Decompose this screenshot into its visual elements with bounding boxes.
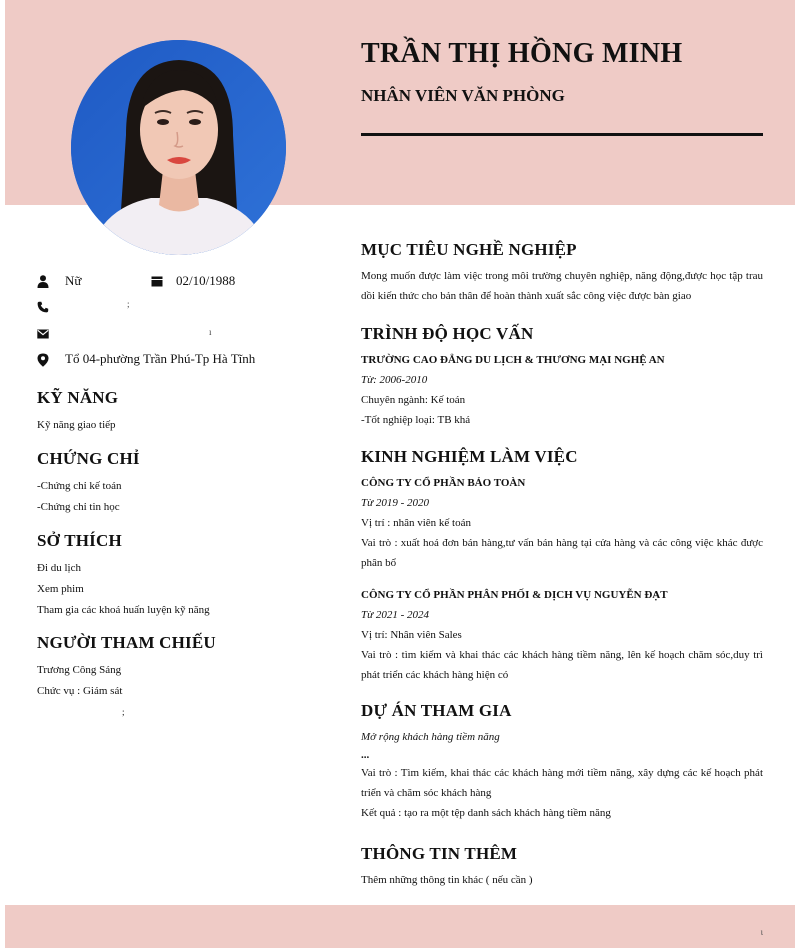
extra-info-heading: THÔNG TIN THÊM	[361, 844, 518, 863]
skills-heading: KỸ NĂNG	[37, 388, 119, 407]
extra-info-text: Thêm những thông tin khác ( nếu cần )	[361, 874, 533, 886]
contact-info	[37, 270, 327, 374]
extra-info-section	[361, 844, 763, 890]
hobbies-heading: SỞ THÍCH	[37, 531, 122, 550]
education-heading: TRÌNH ĐỘ HỌC VẤN	[361, 324, 534, 343]
project-ellipsis: ...	[361, 749, 370, 761]
candidate-name: TRẦN THỊ HỒNG MINH	[361, 38, 683, 69]
gender-value: Nữ	[65, 273, 82, 288]
projects-heading: DỰ ÁN THAM GIA	[361, 701, 512, 720]
cv-page	[5, 0, 795, 948]
certificates-section	[37, 449, 327, 518]
job-title: NHÂN VIÊN VĂN PHÒNG	[361, 86, 565, 105]
person-icon	[37, 275, 49, 288]
hobby-item: Đi du lịch	[37, 562, 81, 574]
company-name: CÔNG TY CỔ PHẦN PHÂN PHỐI & DỊCH VỤ NGUYỄN ĐẠT	[361, 589, 668, 601]
address-value: Tổ 04-phường Trần Phú-Tp Hà Tĩnh	[65, 351, 256, 366]
location-pin-icon	[37, 353, 49, 366]
reference-position: Chức vụ : Giám sát	[37, 685, 123, 697]
job-role: Vai trò : tìm kiếm và khai thác các khách hàng tiềm năng, lên kế hoạch chăm sóc,duy trì phát triển các khách hàng hiện có	[361, 649, 763, 681]
email-icon	[37, 327, 49, 340]
reference-name: Trương Công Sáng	[37, 664, 122, 676]
job-position: Vị trí : nhân viên kế toán	[361, 517, 471, 529]
skills-section	[37, 388, 327, 436]
job-entry	[361, 473, 763, 573]
job-entry	[361, 585, 763, 685]
certificate-item: -Chứng chỉ tin học	[37, 501, 120, 513]
projects-section	[361, 701, 763, 823]
experience-heading: KINH NGHIỆM LÀM VIỆC	[361, 447, 578, 466]
contact-row-address	[37, 348, 327, 374]
education-section	[361, 324, 763, 430]
education-period: Từ: 2006-2010	[361, 374, 428, 386]
project-role: Vai trò : Tìm kiếm, khai thác các khách hàng mới tiềm năng, xây dựng các kế hoạch phát triển và chăm sóc khách hàng	[361, 767, 763, 799]
page-number-mark: ι	[760, 927, 763, 937]
company-name: CÔNG TY CỔ PHẦN BẢO TOÀN	[361, 477, 526, 489]
job-role: Vai trò : xuất hoá đơn bán hàng,tư vấn bán hàng tại cửa hàng và các công việc khác được phân bổ	[361, 537, 763, 569]
certificates-heading: CHỨNG CHỈ	[37, 449, 140, 468]
contact-row-gender-birthdate	[37, 270, 327, 296]
school-name: TRƯỜNG CAO ĐẲNG DU LỊCH & THƯƠNG MẠI NGHỆ AN	[361, 354, 665, 366]
phone-redacted-mark: ;	[127, 299, 130, 309]
references-heading: NGƯỜI THAM CHIẾU	[37, 633, 216, 652]
job-position: Vị trí: Nhân viên Sales	[361, 629, 462, 641]
contact-row-email	[37, 322, 327, 348]
project-name: Mở rộng khách hàng tiềm năng	[361, 731, 500, 743]
email-redacted-mark: ı	[209, 327, 212, 337]
education-grade: -Tốt nghiệp loại: TB khá	[361, 414, 471, 426]
objective-section	[361, 240, 763, 306]
calendar-icon	[151, 275, 163, 287]
footer-band	[5, 905, 795, 948]
hobby-item: Xem phim	[37, 583, 84, 595]
contact-row-phone	[37, 296, 327, 322]
objective-heading: MỤC TIÊU NGHỀ NGHIỆP	[361, 240, 577, 259]
project-result: Kết quả : tạo ra một tệp danh sách khách hàng tiềm năng	[361, 807, 611, 819]
hobby-item: Tham gia các khoá huấn luyện kỹ năng	[37, 604, 210, 616]
profile-photo	[71, 40, 286, 255]
reference-redacted-mark: ;	[122, 707, 125, 717]
phone-icon	[37, 301, 49, 314]
job-period: Từ 2021 - 2024	[361, 609, 430, 621]
header-divider	[361, 133, 763, 136]
job-period: Từ 2019 - 2020	[361, 497, 430, 509]
experience-section	[361, 447, 763, 685]
objective-text: Mong muốn được làm việc trong môi trường chuyên nghiệp, năng động,được học tập trau dồi kiến thức cho bản thân để hoàn thành xuất sắc công việc được bàn giao	[361, 270, 763, 302]
references-section	[37, 633, 327, 723]
education-major: Chuyên ngành: Kế toán	[361, 394, 466, 406]
birthdate-value: 02/10/1988	[176, 273, 236, 288]
certificate-item: -Chứng chỉ kế toán	[37, 480, 122, 492]
skill-item: Kỹ năng giao tiếp	[37, 419, 116, 431]
hobbies-section	[37, 531, 327, 621]
